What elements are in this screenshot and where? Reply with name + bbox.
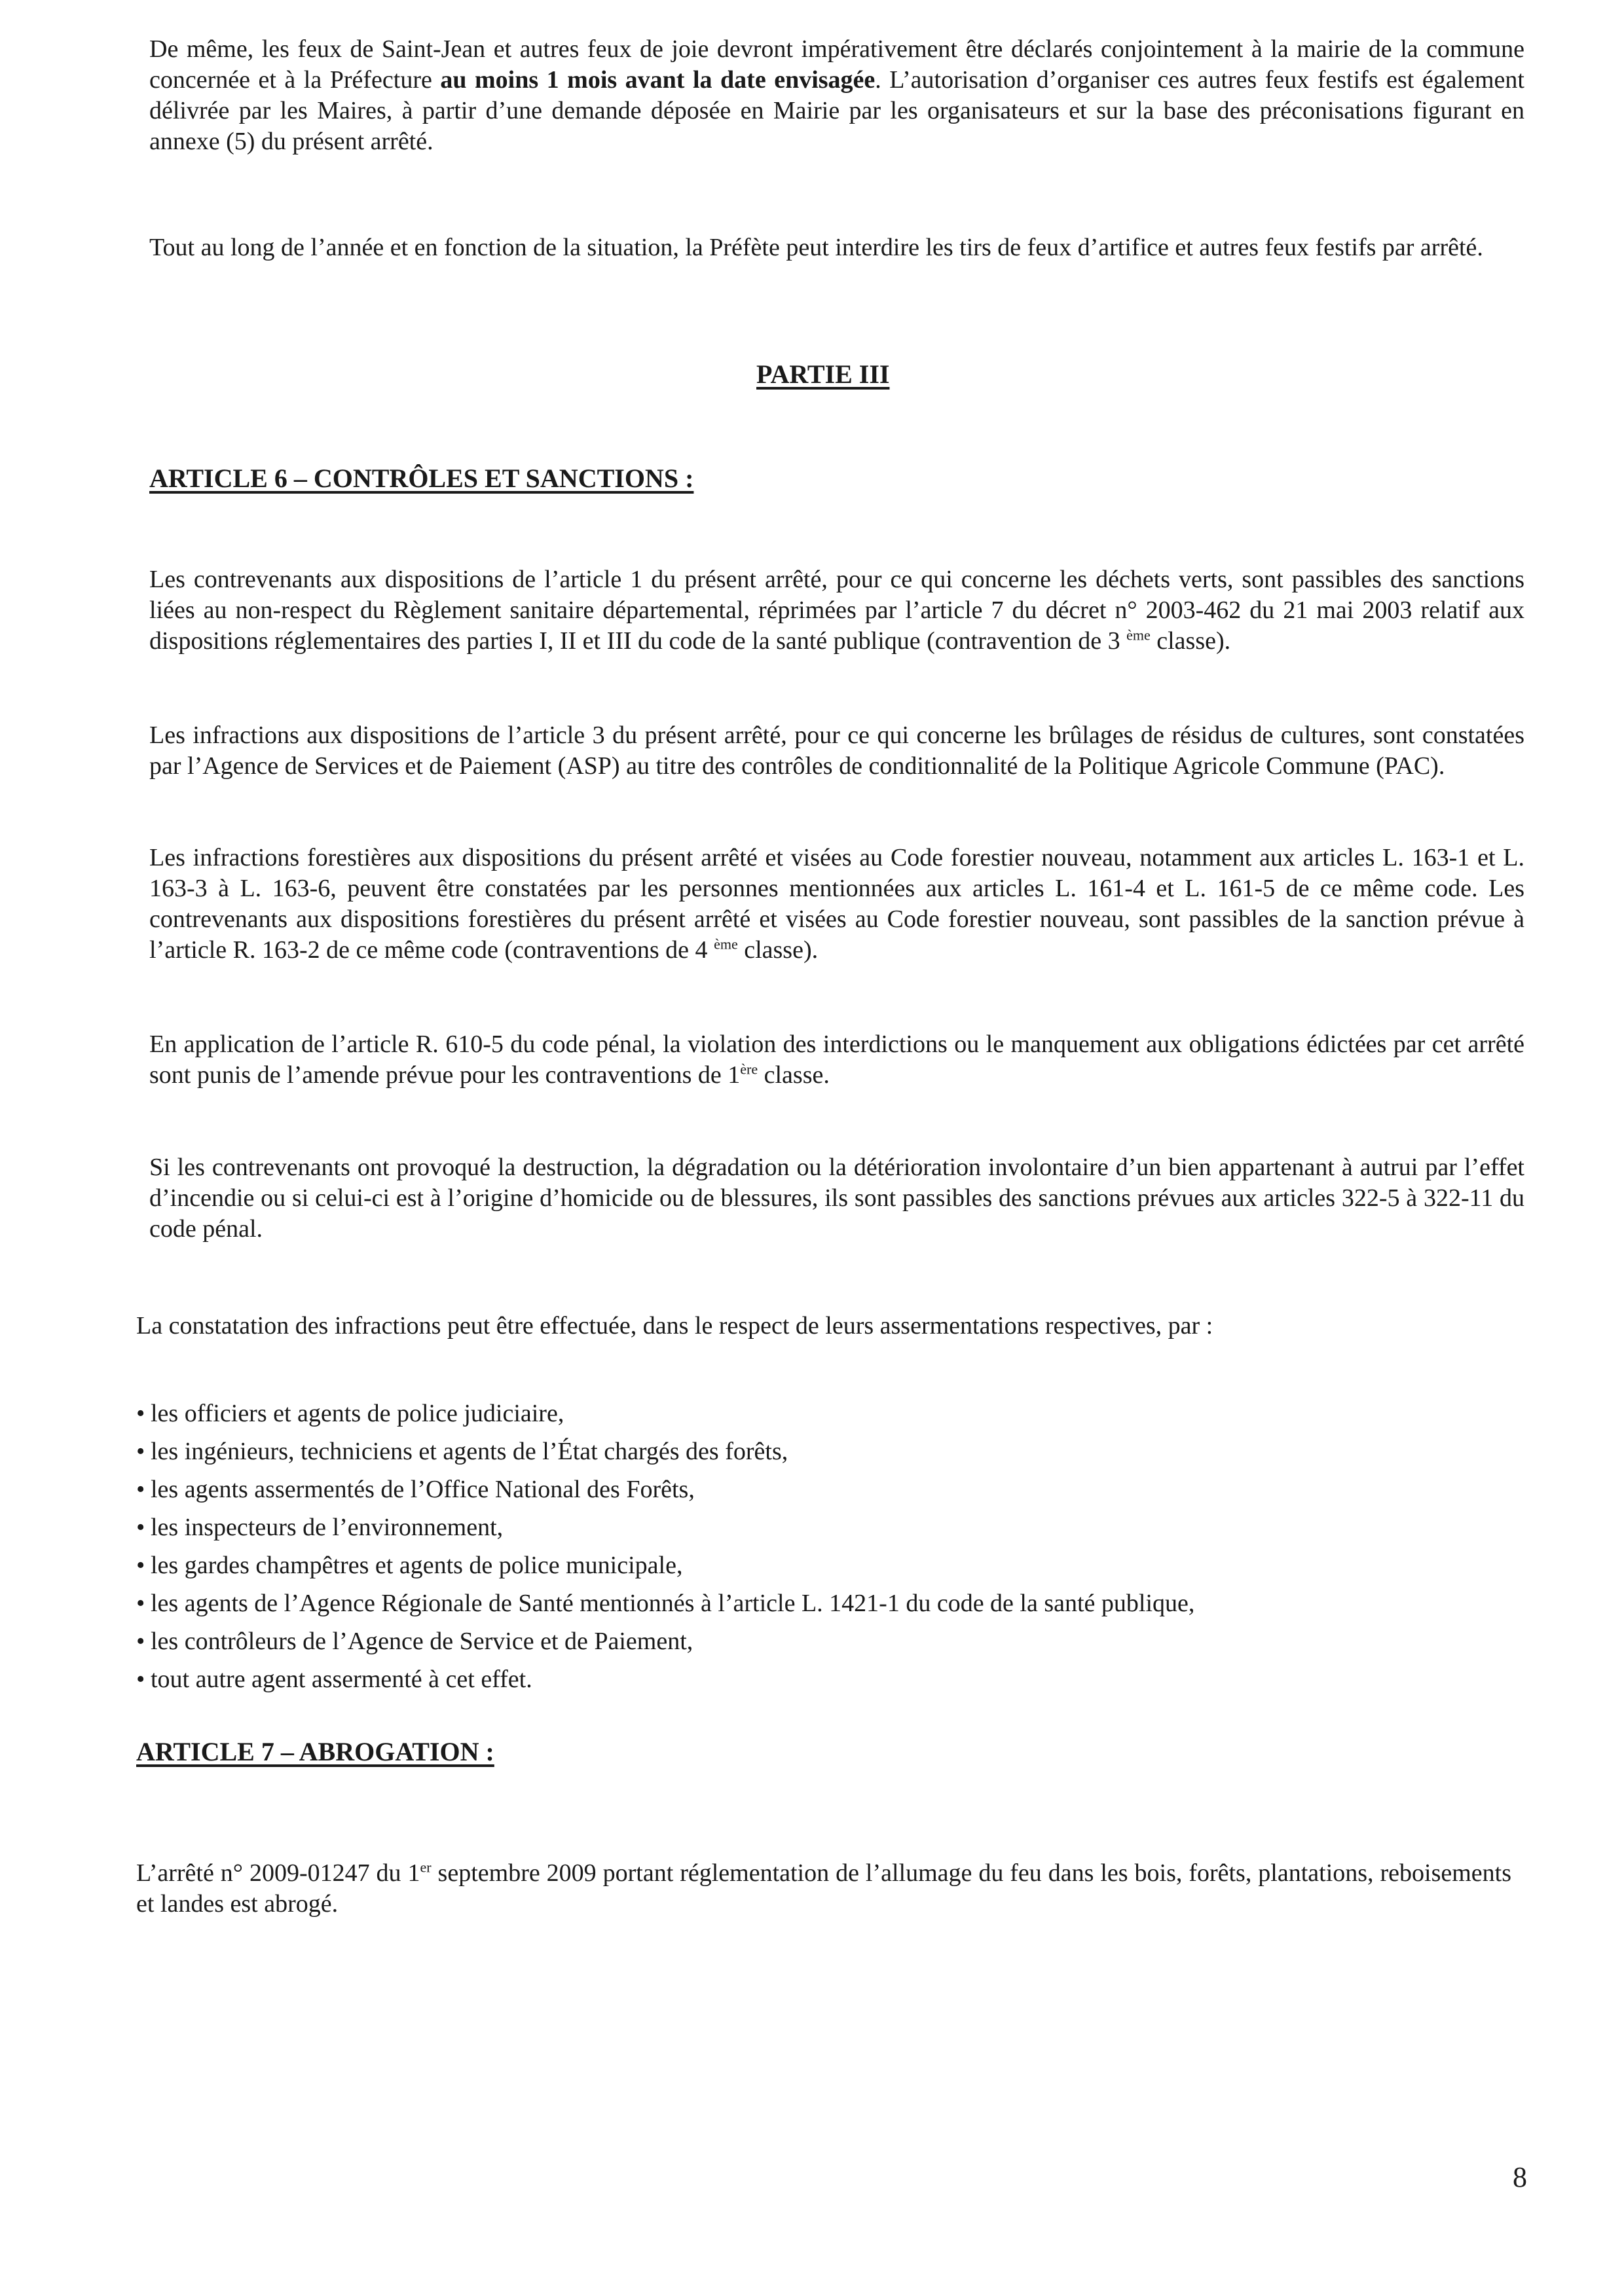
agents-list <box>136 1394 1511 1698</box>
paragraph-text: . L’autorisation d’organiser ces autres feux festifs est également délivrée par les Maires, à partir d’une demande déposée en Mairie par les organisateurs et sur la base des préconisations figurant en annexe (5) du présent arrêté. <box>149 66 1524 155</box>
list-item-text: les contrôleurs de l’Agence de Service et de Paiement, <box>151 1628 693 1655</box>
superscript: ème <box>1126 627 1151 644</box>
bold-deadline-text: au moins 1 mois avant la date envisagée <box>440 66 876 94</box>
bullet-icon: • <box>136 1590 145 1617</box>
paragraph-abrogation <box>136 1858 1511 1920</box>
partie-heading: PARTIE III <box>756 359 890 389</box>
bullet-icon: • <box>136 1476 145 1503</box>
paragraph-text: classe). <box>1150 627 1231 655</box>
article-7-heading: ARTICLE 7 – ABROGATION : <box>136 1737 494 1766</box>
list-item-text: les officiers et agents de police judiciaire, <box>151 1400 564 1427</box>
list-item <box>136 1470 1511 1508</box>
bullet-icon: • <box>136 1628 145 1655</box>
bullet-icon: • <box>136 1666 145 1693</box>
paragraph-text: L’arrêté n° 2009-01247 du 1 <box>136 1859 420 1887</box>
paragraph-incendie-sanctions: Si les contrevenants ont provoqué la destruction, la dégradation ou la détérioration involontaire d’un bien appartenant à autrui par l’effet d’incendie ou si celui-ci est à l’origine d’homicide ou de blessures, ils sont passibles des sanctions prévues aux articles 322-5 à 322-11 du code pénal. <box>149 1154 1524 1243</box>
bullet-icon: • <box>136 1552 145 1579</box>
list-item-text: les agents de l’Agence Régionale de Santé mentionnés à l’article L. 1421-1 du code de la santé publique, <box>151 1590 1195 1617</box>
list-item <box>136 1508 1511 1546</box>
paragraph-text: En application de l’article R. 610-5 du code pénal, la violation des interdictions ou le manquement aux obligations édictées par cet arrêté sont punis de l’amende prévue pour les contraventions de 1 <box>149 1030 1524 1089</box>
list-item <box>136 1394 1511 1432</box>
list-item-text: tout autre agent assermenté à cet effet. <box>151 1666 532 1693</box>
bullet-icon: • <box>136 1438 145 1465</box>
paragraph-text: classe). <box>737 936 819 964</box>
superscript: ème <box>714 936 738 953</box>
superscript: ère <box>740 1061 758 1078</box>
bullet-icon: • <box>136 1514 145 1541</box>
list-item <box>136 1584 1511 1622</box>
list-item <box>136 1432 1511 1470</box>
page-number: 8 <box>1513 2161 1527 2193</box>
paragraph-interdiction-prefete: Tout au long de l’année et en fonction de la situation, la Préfète peut interdire les tirs de feux d’artifice et autres feux festifs par arrêté. <box>149 234 1483 261</box>
paragraph-text: Les contrevenants aux dispositions de l’article 1 du présent arrêté, pour ce qui concerne les déchets verts, sont passibles des sanctions liées au non-respect du Règlement sanitaire départemental, réprimées par l’article 7 du décret n° 2003-462 du 21 mai 2003 relatif aux dispositions réglementaires des parties I, II et III du code de la santé publique (contravention de 3 <box>149 566 1524 655</box>
article-6-heading: ARTICLE 6 – CONTRÔLES ET SANCTIONS : <box>149 464 694 493</box>
list-item-text: les agents assermentés de l’Office National des Forêts, <box>151 1476 695 1503</box>
superscript: er <box>420 1859 432 1876</box>
paragraph-constatation: La constatation des infractions peut être effectuée, dans le respect de leurs assermentations respectives, par : <box>136 1312 1213 1339</box>
paragraph-text: Les infractions forestières aux dispositions du présent arrêté et visées au Code forestier nouveau, notamment aux articles L. 163-1 et L. 163-3 à L. 163-6, peuvent être constatées par les personnes mentionnées aux articles L. 161-4 et L. 161-5 de ce même code. Les contrevenants aux dispositions forestières du présent arrêté et visées au Code forestier nouveau, sont passibles de la sanction prévue à l’article R. 163-2 de ce même code (contraventions de 4 <box>149 844 1524 964</box>
list-item-text: les inspecteurs de l’environnement, <box>151 1514 504 1541</box>
paragraph-text: De même, les feux de Saint-Jean et autres feux de joie devront impérativement être déclarés conjointement à la mairie de la commune concernée et à la Préfecture <box>149 35 1524 94</box>
paragraph-brulages-residus: Les infractions aux dispositions de l’article 3 du présent arrêté, pour ce qui concerne les brûlages de résidus de cultures, sont constatées par l’Agence de Services et de Paiement (ASP) au titre des contrôles de conditionnalité de la Politique Agricole Commune (PAC). <box>149 721 1524 780</box>
list-item-text: les gardes champêtres et agents de police municipale, <box>151 1552 683 1579</box>
paragraph-feux-saint-jean <box>149 34 1524 157</box>
paragraph-text: septembre 2009 portant réglementation de l’allumage du feu dans les bois, forêts, plantations, reboisements et landes est abrogé. <box>136 1859 1511 1918</box>
list-item <box>136 1660 1511 1698</box>
paragraph-text: classe. <box>758 1061 830 1089</box>
list-item-text: les ingénieurs, techniciens et agents de l’État chargés des forêts, <box>151 1438 788 1465</box>
list-item <box>136 1622 1511 1660</box>
list-item <box>136 1546 1511 1584</box>
bullet-icon: • <box>136 1400 145 1427</box>
paragraph-infractions-forestieres <box>149 843 1524 966</box>
paragraph-code-penal <box>149 1029 1524 1091</box>
paragraph-dechets-verts <box>149 564 1524 657</box>
